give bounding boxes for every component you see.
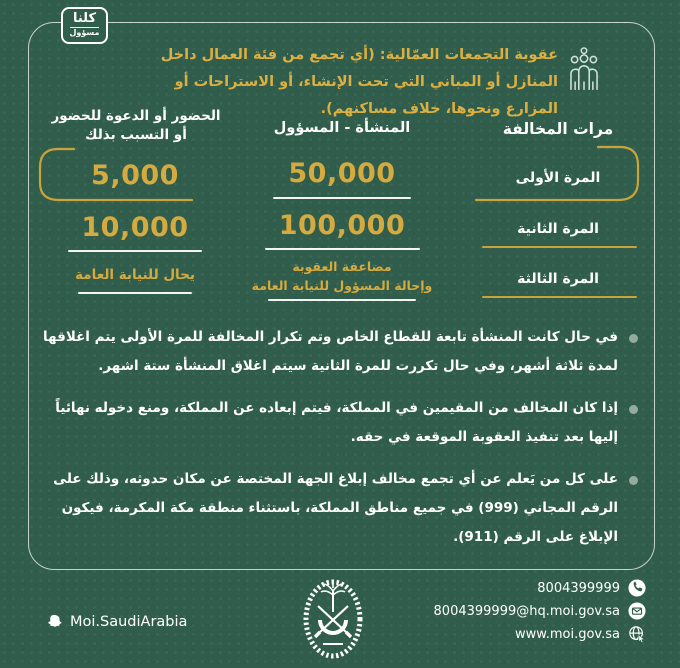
phone-number: 8004399999 xyxy=(537,580,620,596)
bullet-dot-icon xyxy=(629,476,638,485)
people-group-icon xyxy=(566,46,602,94)
logo-word-top: كلنا xyxy=(70,12,99,28)
notes-list xyxy=(40,323,638,565)
phone-icon xyxy=(628,579,646,597)
column-header-violation-times: مرات المخالفة xyxy=(502,120,614,138)
attendance-header-line2: أو التسبب بذلك xyxy=(85,126,187,143)
attendance-header-line1: الحضور أو الدعوة للحضور xyxy=(51,108,221,124)
list-item xyxy=(40,394,638,452)
email-icon xyxy=(628,602,646,620)
row3-establishment-underline xyxy=(268,299,416,301)
list-item xyxy=(40,465,638,552)
snapchat-account-label: Moi.SaudiArabia xyxy=(70,614,188,630)
row2-times-label: المرة الثانية xyxy=(517,221,599,237)
note-text-1: في حال كانت المنشأة تابعة للقطاع الخاص وتم تكرار المخالفة للمرة الأولى يتم اغلاقها لمدة ثلاثة أشهر، وفي حال تكررت للمرة الثانية سيتم اغلاق المنشأة ستة اشهر. xyxy=(43,329,618,375)
row2-establishment-fine: 100,000 xyxy=(278,210,406,241)
email-line[interactable] xyxy=(434,602,646,620)
bullet-dot-icon xyxy=(629,334,638,343)
row3-establishment-line1: مضاعفة العقوبة xyxy=(292,259,392,274)
moi-emblem xyxy=(301,576,365,662)
note-text-3: على كل من يَعلم عن أي تجمع مخالف إبلاغ الجهة المختصة عن مكان حدوثه، وذلك على الرقم المجاني (999) في جميع مناطق المملكة، باستثناء منطقة مكة المكرمة، فيكون الإبلاغ على الرقم (911). xyxy=(53,471,618,546)
note-text-2: إذا كان المخالف من المقيمين في المملكة، فيتم إبعاده عن المملكة، ومنع دخوله نهائياً إليها بعد تنفيذ العقوبة الموقعة في حقه. xyxy=(55,400,618,446)
contact-block xyxy=(434,579,646,643)
row3-establishment-penalty xyxy=(240,257,444,296)
globe-icon xyxy=(628,625,646,643)
website-line[interactable] xyxy=(515,625,646,643)
column-header-attendance xyxy=(38,107,234,145)
row3-times-label: المرة الثالثة xyxy=(517,271,599,287)
row3-times-underline xyxy=(482,296,637,298)
row3-attendance-penalty: يحال للنيابة العامة xyxy=(75,267,195,283)
row3-establishment-line2: وإحالة المسؤول للنيابة العامة xyxy=(251,278,433,294)
poster-title: عقوبة التجمعات العمّالية: (أي تجمع من فئة العمال داخل المنازل أو المباني التي تحت الإنشاء، أو الاستراحات أو المزارع ونحوها، خلاف مساكنهم). xyxy=(160,47,558,117)
bullet-dot-icon xyxy=(629,405,638,414)
row3-attendance-underline xyxy=(78,292,192,294)
row2-attendance-fine: 10,000 xyxy=(81,212,189,243)
snapchat-handle[interactable] xyxy=(45,613,187,631)
list-item xyxy=(40,323,638,381)
row1-establishment-underline xyxy=(273,197,411,199)
website-url: www.moi.gov.sa xyxy=(515,626,620,642)
row2-times-underline xyxy=(482,246,637,248)
row1-establishment-fine: 50,000 xyxy=(288,158,396,189)
row2-establishment-underline xyxy=(265,248,420,250)
row1-times-label: المرة الأولى xyxy=(515,170,601,186)
row1-attendance-fine: 5,000 xyxy=(91,160,179,191)
row2-attendance-underline xyxy=(68,250,202,252)
email-address: 8004399999@hq.moi.gov.sa xyxy=(433,603,620,619)
logo-word-bottom: مسؤول xyxy=(69,28,100,38)
snapchat-icon xyxy=(45,613,63,631)
kulluna-masool-logo xyxy=(61,7,108,44)
column-header-establishment: المنشأة - المسؤول xyxy=(273,120,411,136)
phone-line[interactable] xyxy=(537,579,646,597)
